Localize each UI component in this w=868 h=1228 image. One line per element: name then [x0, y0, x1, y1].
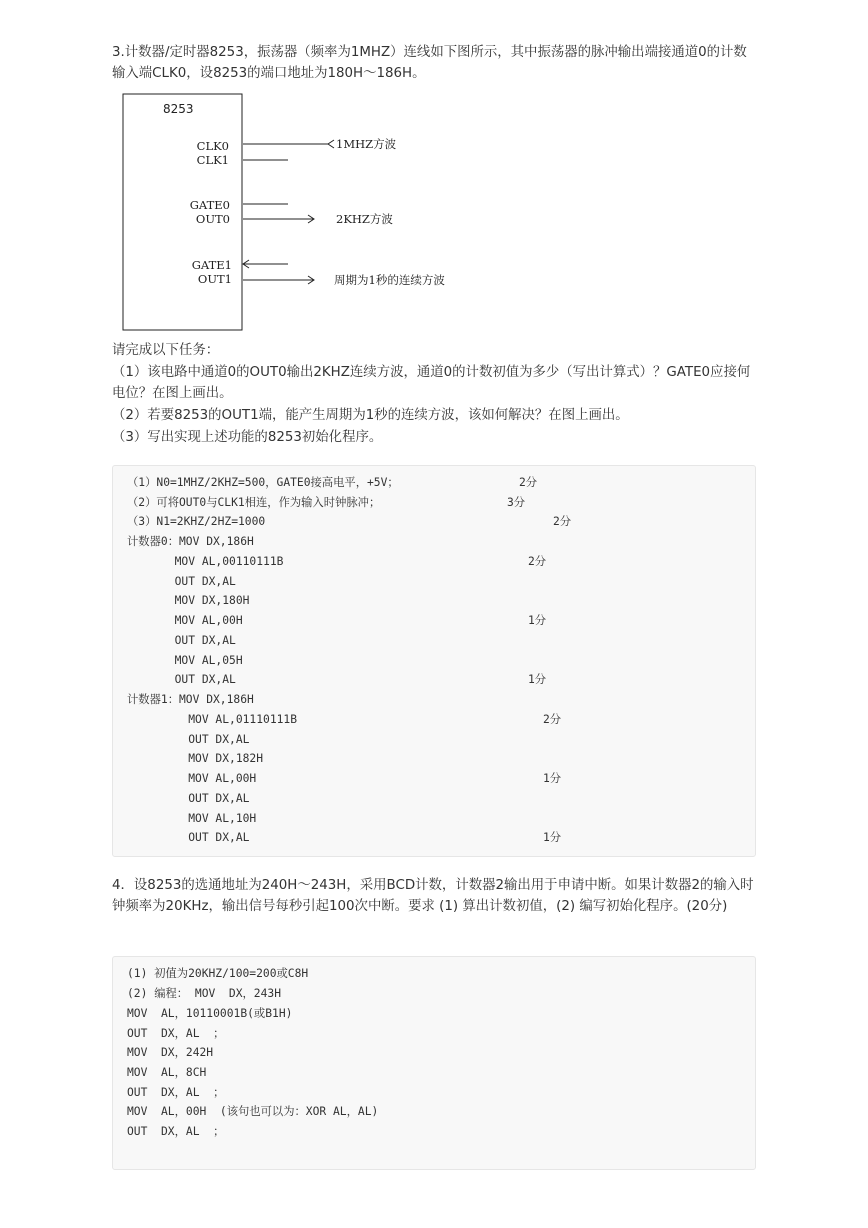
score: 3分: [507, 496, 526, 509]
task-3: （3）写出实现上述功能的8253初始化程序。: [112, 430, 383, 445]
answer-line: OUT DX，AL ；: [127, 1086, 225, 1099]
answer-line: (1) 初值为20KHZ/100=200或C8H: [127, 967, 309, 980]
score: 1分: [543, 831, 562, 844]
clk0-arrow: [328, 140, 334, 148]
q4-answer-block: [112, 956, 756, 1170]
answer-line: OUT DX，AL ；: [127, 1027, 225, 1040]
chip-label: 8253: [163, 102, 194, 116]
score: 2分: [528, 555, 547, 568]
score: 1分: [543, 772, 562, 785]
task-1: （1）该电路中通道0的OUT0输出2KHZ连续方波，通道0的计数初值为多少（写出计算式）？GATE0应接何电位？在图上画出。: [112, 365, 751, 401]
pin-gate0: GATE0: [189, 198, 230, 212]
score: 2分: [553, 515, 572, 528]
task-2: （2）若要8253的OUT1端，能产生周期为1秒的连续方波，该如何解决？在图上画出。: [112, 408, 629, 423]
answer-line: MOV AL，00H (该句也可以为：XOR AL，AL): [127, 1105, 379, 1118]
answer-line: MOV AL，8CH: [127, 1066, 207, 1079]
circuit-diagram: [112, 90, 492, 336]
signal-1mhz: 1MHZ方波: [336, 137, 397, 151]
pin-out1: OUT1: [197, 272, 232, 286]
score: 2分: [543, 713, 562, 726]
score: 1分: [528, 673, 547, 686]
answer-line: OUT DX，AL ；: [127, 1125, 225, 1138]
pin-out0: OUT0: [195, 212, 230, 226]
score: 2分: [519, 476, 538, 489]
pin-clk1: CLK1: [196, 153, 229, 167]
q3-answer-block: （1）N0=1MHZ/2KHZ=500，GATE0接高电平，+5V； 2分 （2）可将OUT0与CLK1相连，作为输入时钟脉冲； 3分 （3）N1=2KHZ/2HZ=1000 2分 计数器0：MOV DX,186H MOV AL,00110111B 2分 OUT DX,AL MOV DX,180H MOV AL,00H 1分 OUT DX,AL MOV AL,05H OUT DX,AL 1分 计数器1：MOV DX,186H MOV AL,01110111B 2分 OUT DX,AL MOV DX,182H MOV AL,00H 1分 OUT DX,AL MOV AL,10H OUT DX,AL 1分: [112, 465, 756, 857]
score: 1分: [528, 614, 547, 627]
task-intro: 请完成以下任务：: [112, 343, 220, 358]
answer-line: (2) 编程： MOV DX，243H: [127, 987, 282, 1000]
pin-gate1: GATE1: [191, 258, 232, 272]
pin-clk0: CLK0: [196, 139, 229, 153]
q3-intro: 3.计数器/定时器8253，振荡器（频率为1MHZ）连线如下图所示，其中振荡器的脉冲输出端接通道0的计数输入端CLK0，设8253的端口地址为180H～186H。: [112, 45, 747, 81]
signal-2khz: 2KHZ方波: [336, 212, 393, 226]
signal-1s-square-wave: 周期为1秒的连续方波: [334, 273, 445, 287]
answer-line: MOV DX，242H: [127, 1046, 214, 1059]
answer-line: MOV AL，10110001B(或B1H): [127, 1007, 293, 1020]
q4-intro: 4．设8253的选通地址为240H～243H，采用BCD计数，计数器2输出用于申请中断。如果计数器2的输入时钟频率为20KHz，输出信号每秒引起100次中断。要求 (1) 算出计数初值，(2) 编写初始化程序。(20分): [112, 878, 754, 914]
